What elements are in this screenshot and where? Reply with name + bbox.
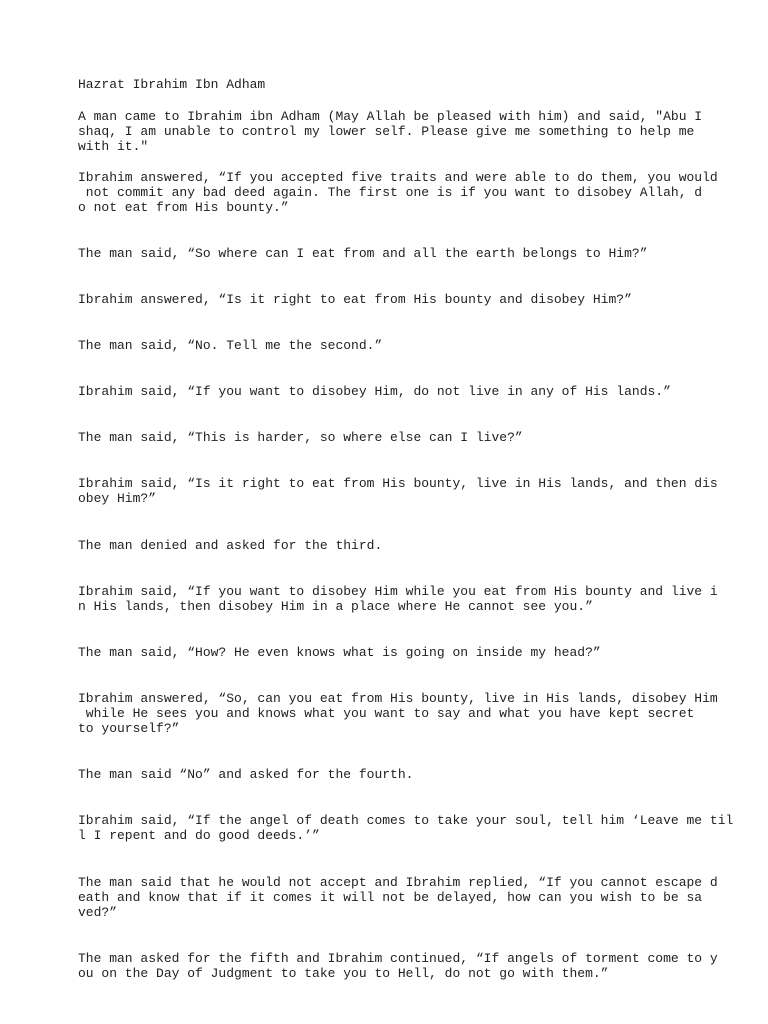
text-line: shaq, I am unable to control my lower self. Please give me something to help me	[78, 124, 695, 139]
text-line: eath and know that if it comes it will not be delayed, how can you wish to be sa	[78, 890, 703, 905]
text-line: Ibrahim answered, “So, can you eat from His bounty, live in His lands, disobey Him	[78, 691, 718, 706]
text-line: Ibrahim said, “Is it right to eat from His bounty, live in His lands, and then dis	[78, 476, 718, 491]
text-line: The man said that he would not accept and Ibrahim replied, “If you cannot escape d	[78, 875, 718, 890]
text-line: The man said, “How? He even knows what is going on inside my head?”	[78, 645, 601, 660]
text-line: Ibrahim said, “If the angel of death comes to take your soul, tell him ‘Leave me til	[78, 813, 734, 828]
text-line: ou on the Day of Judgment to take you to Hell, do not go with them.”	[78, 966, 609, 981]
document-title: Hazrat Ibrahim Ibn Adham	[78, 77, 266, 92]
text-line: Ibrahim answered, “Is it right to eat from His bounty and disobey Him?”	[78, 292, 632, 307]
text-line: Ibrahim answered, “If you accepted five traits and were able to do them, you would	[78, 170, 718, 185]
text-line: Ibrahim said, “If you want to disobey Him, do not live in any of His lands.”	[78, 384, 671, 399]
text-line: to yourself?”	[78, 721, 180, 736]
text-line: not commit any bad deed again. The first one is if you want to disobey Allah, d	[78, 185, 703, 200]
text-line: o not eat from His bounty.”	[78, 200, 289, 215]
text-line: The man said, “So where can I eat from and all the earth belongs to Him?”	[78, 246, 648, 261]
text-line: The man denied and asked for the third.	[78, 538, 383, 553]
text-line: The man said, “No. Tell me the second.”	[78, 338, 383, 353]
text-line: The man said “No” and asked for the fourth.	[78, 767, 414, 782]
text-line: obey Him?”	[78, 491, 157, 506]
text-line: ved?”	[78, 905, 118, 920]
text-line: with it."	[78, 139, 149, 154]
text-line: l I repent and do good deeds.’”	[78, 828, 320, 843]
text-line: The man said, “This is harder, so where else can I live?”	[78, 430, 523, 445]
text-line: The man asked for the fifth and Ibrahim continued, “If angels of torment come to y	[78, 951, 718, 966]
text-line: A man came to Ibrahim ibn Adham (May Allah be pleased with him) and said, "Abu I	[78, 109, 703, 124]
text-line: n His lands, then disobey Him in a place where He cannot see you.”	[78, 599, 593, 614]
text-line: while He sees you and knows what you want to say and what you have kept secret	[78, 706, 695, 721]
text-line: Ibrahim said, “If you want to disobey Him while you eat from His bounty and live i	[78, 584, 718, 599]
